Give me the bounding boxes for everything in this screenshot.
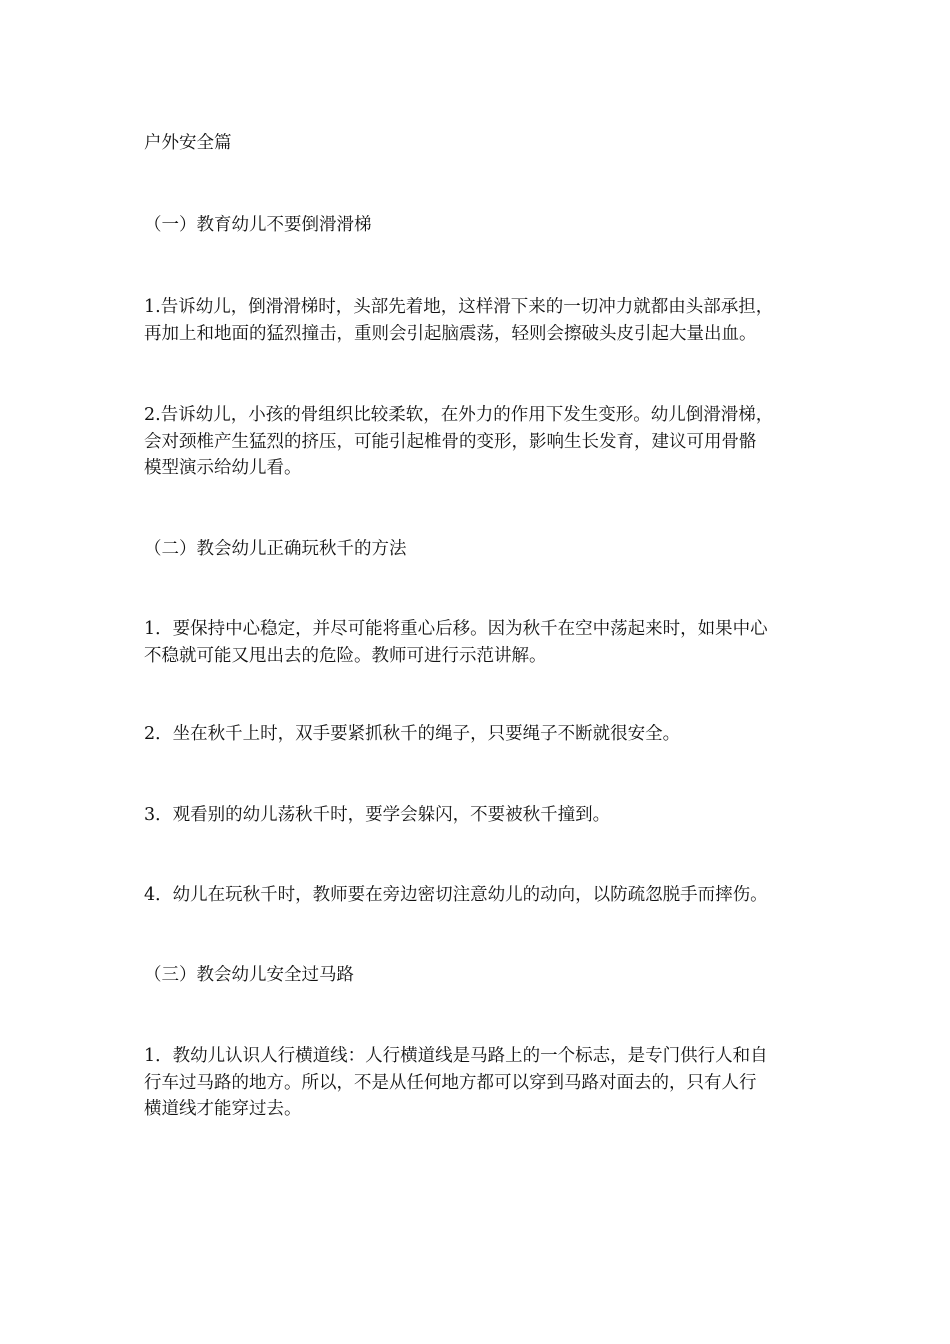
paragraph-1-1 (144, 294, 814, 347)
paragraph-2-2 (144, 721, 814, 748)
paragraph-line: 不稳就可能又甩出去的危险。教师可进行示范讲解。 (144, 645, 547, 666)
paragraph-1-2 (144, 402, 814, 482)
document-title: 户外安全篇 (144, 133, 232, 153)
paragraph-line: 模型演示给幼儿看。 (144, 458, 302, 478)
section-heading-1: （一）教育幼儿不要倒滑滑梯 (144, 215, 372, 235)
paragraph-line: 行车过马路的地方。所以，不是从任何地方都可以穿到马路对面去的，只有人行 (144, 1072, 757, 1093)
paragraph-line: 1．要保持中心稳定，并尽可能将重心后移。因为秋千在空中荡起来时，如果中心 (144, 619, 768, 639)
section-heading-3: （三）教会幼儿安全过马路 (144, 965, 354, 985)
paragraph-2-1 (144, 616, 814, 669)
paragraph-3-1 (144, 1043, 814, 1123)
paragraph-2-3 (144, 802, 814, 829)
paragraph-2-4 (144, 882, 814, 909)
paragraph-line: 再加上和地面的猛烈撞击，重则会引起脑震荡，轻则会擦破头皮引起大量出血。 (144, 323, 757, 344)
paragraph-line: 会对颈椎产生猛烈的挤压，可能引起椎骨的变形，影响生长发育，建议可用骨骼 (144, 431, 757, 452)
paragraph-line: 2.告诉幼儿，小孩的骨组织比较柔软，在外力的作用下发生变形。幼儿倒滑滑梯， (144, 405, 774, 425)
paragraph-line: 横道线才能穿过去。 (144, 1099, 302, 1119)
paragraph-line: 4．幼儿在玩秋千时，教师要在旁边密切注意幼儿的动向，以防疏忽脱手而摔伤。 (144, 885, 768, 905)
paragraph-line: 3．观看别的幼儿荡秋千时，要学会躲闪，不要被秋千撞到。 (144, 805, 611, 825)
paragraph-line: 1．教幼儿认识人行横道线：人行横道线是马路上的一个标志，是专门供行人和自 (144, 1046, 768, 1066)
paragraph-line: 1.告诉幼儿，倒滑滑梯时，头部先着地，这样滑下来的一切冲力就都由头部承担， (144, 297, 774, 317)
paragraph-line: 2．坐在秋千上时，双手要紧抓秋千的绳子，只要绳子不断就很安全。 (144, 724, 681, 744)
section-heading-2: （二）教会幼儿正确玩秋千的方法 (144, 539, 407, 559)
